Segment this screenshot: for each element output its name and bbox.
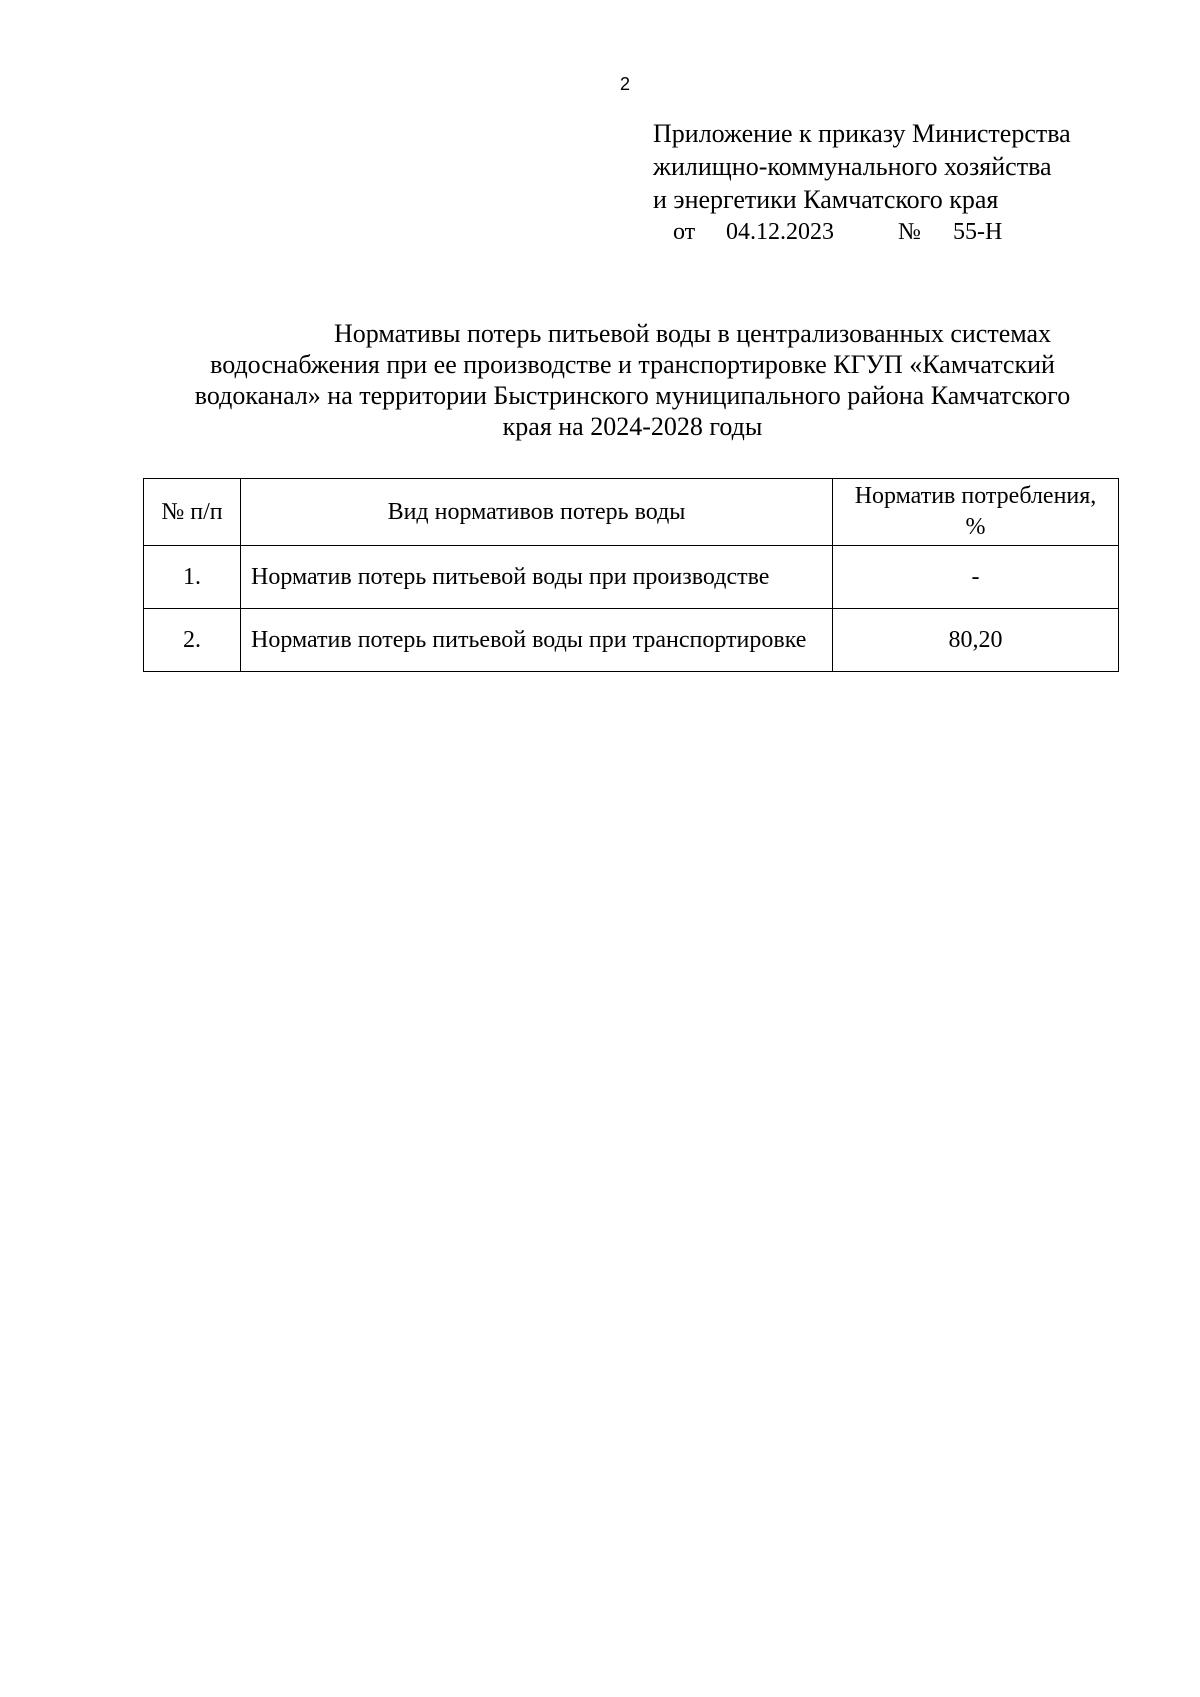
row-num: 2. — [144, 609, 241, 672]
row-value: - — [833, 546, 1119, 609]
appendix-line: жилищно-коммунального хозяйства — [653, 152, 1052, 181]
title-line: края на 2024-2028 годы — [502, 412, 763, 441]
table-row — [144, 546, 1119, 609]
norms-table — [143, 478, 1119, 672]
appendix-line: Приложение к приказу Министерства — [653, 119, 1071, 148]
table-row — [144, 609, 1119, 672]
page-number: 2 — [620, 74, 631, 94]
header-value: Норматив потребления, % — [833, 479, 1119, 546]
title-line: водоканал» на территории Быстринского муниципального района Камчатского — [194, 381, 1071, 410]
order-number-sign: № — [898, 219, 921, 245]
order-details — [673, 216, 1173, 249]
header-kind: Вид нормативов потерь воды — [241, 479, 833, 546]
title-line: водоснабжения при ее производстве и транспортировке КГУП «Камчатский — [210, 350, 1055, 379]
row-kind: Норматив потерь питьевой воды при производстве — [241, 546, 833, 609]
row-value: 80,20 — [833, 609, 1119, 672]
document-title — [140, 318, 1125, 442]
row-num: 1. — [144, 546, 241, 609]
header-num: № п/п — [144, 479, 241, 546]
order-date: 04.12.2023 — [726, 219, 834, 245]
order-from-label: от — [673, 219, 696, 245]
table-header-row — [144, 479, 1119, 546]
row-kind: Норматив потерь питьевой воды при транспортировке — [241, 609, 833, 672]
title-line: Нормативы потерь питьевой воды в централизованных системах — [333, 319, 1052, 348]
order-number: 55-Н — [953, 219, 1003, 245]
appendix-line: и энергетики Камчатского края — [653, 185, 999, 214]
appendix-header — [653, 117, 1173, 249]
